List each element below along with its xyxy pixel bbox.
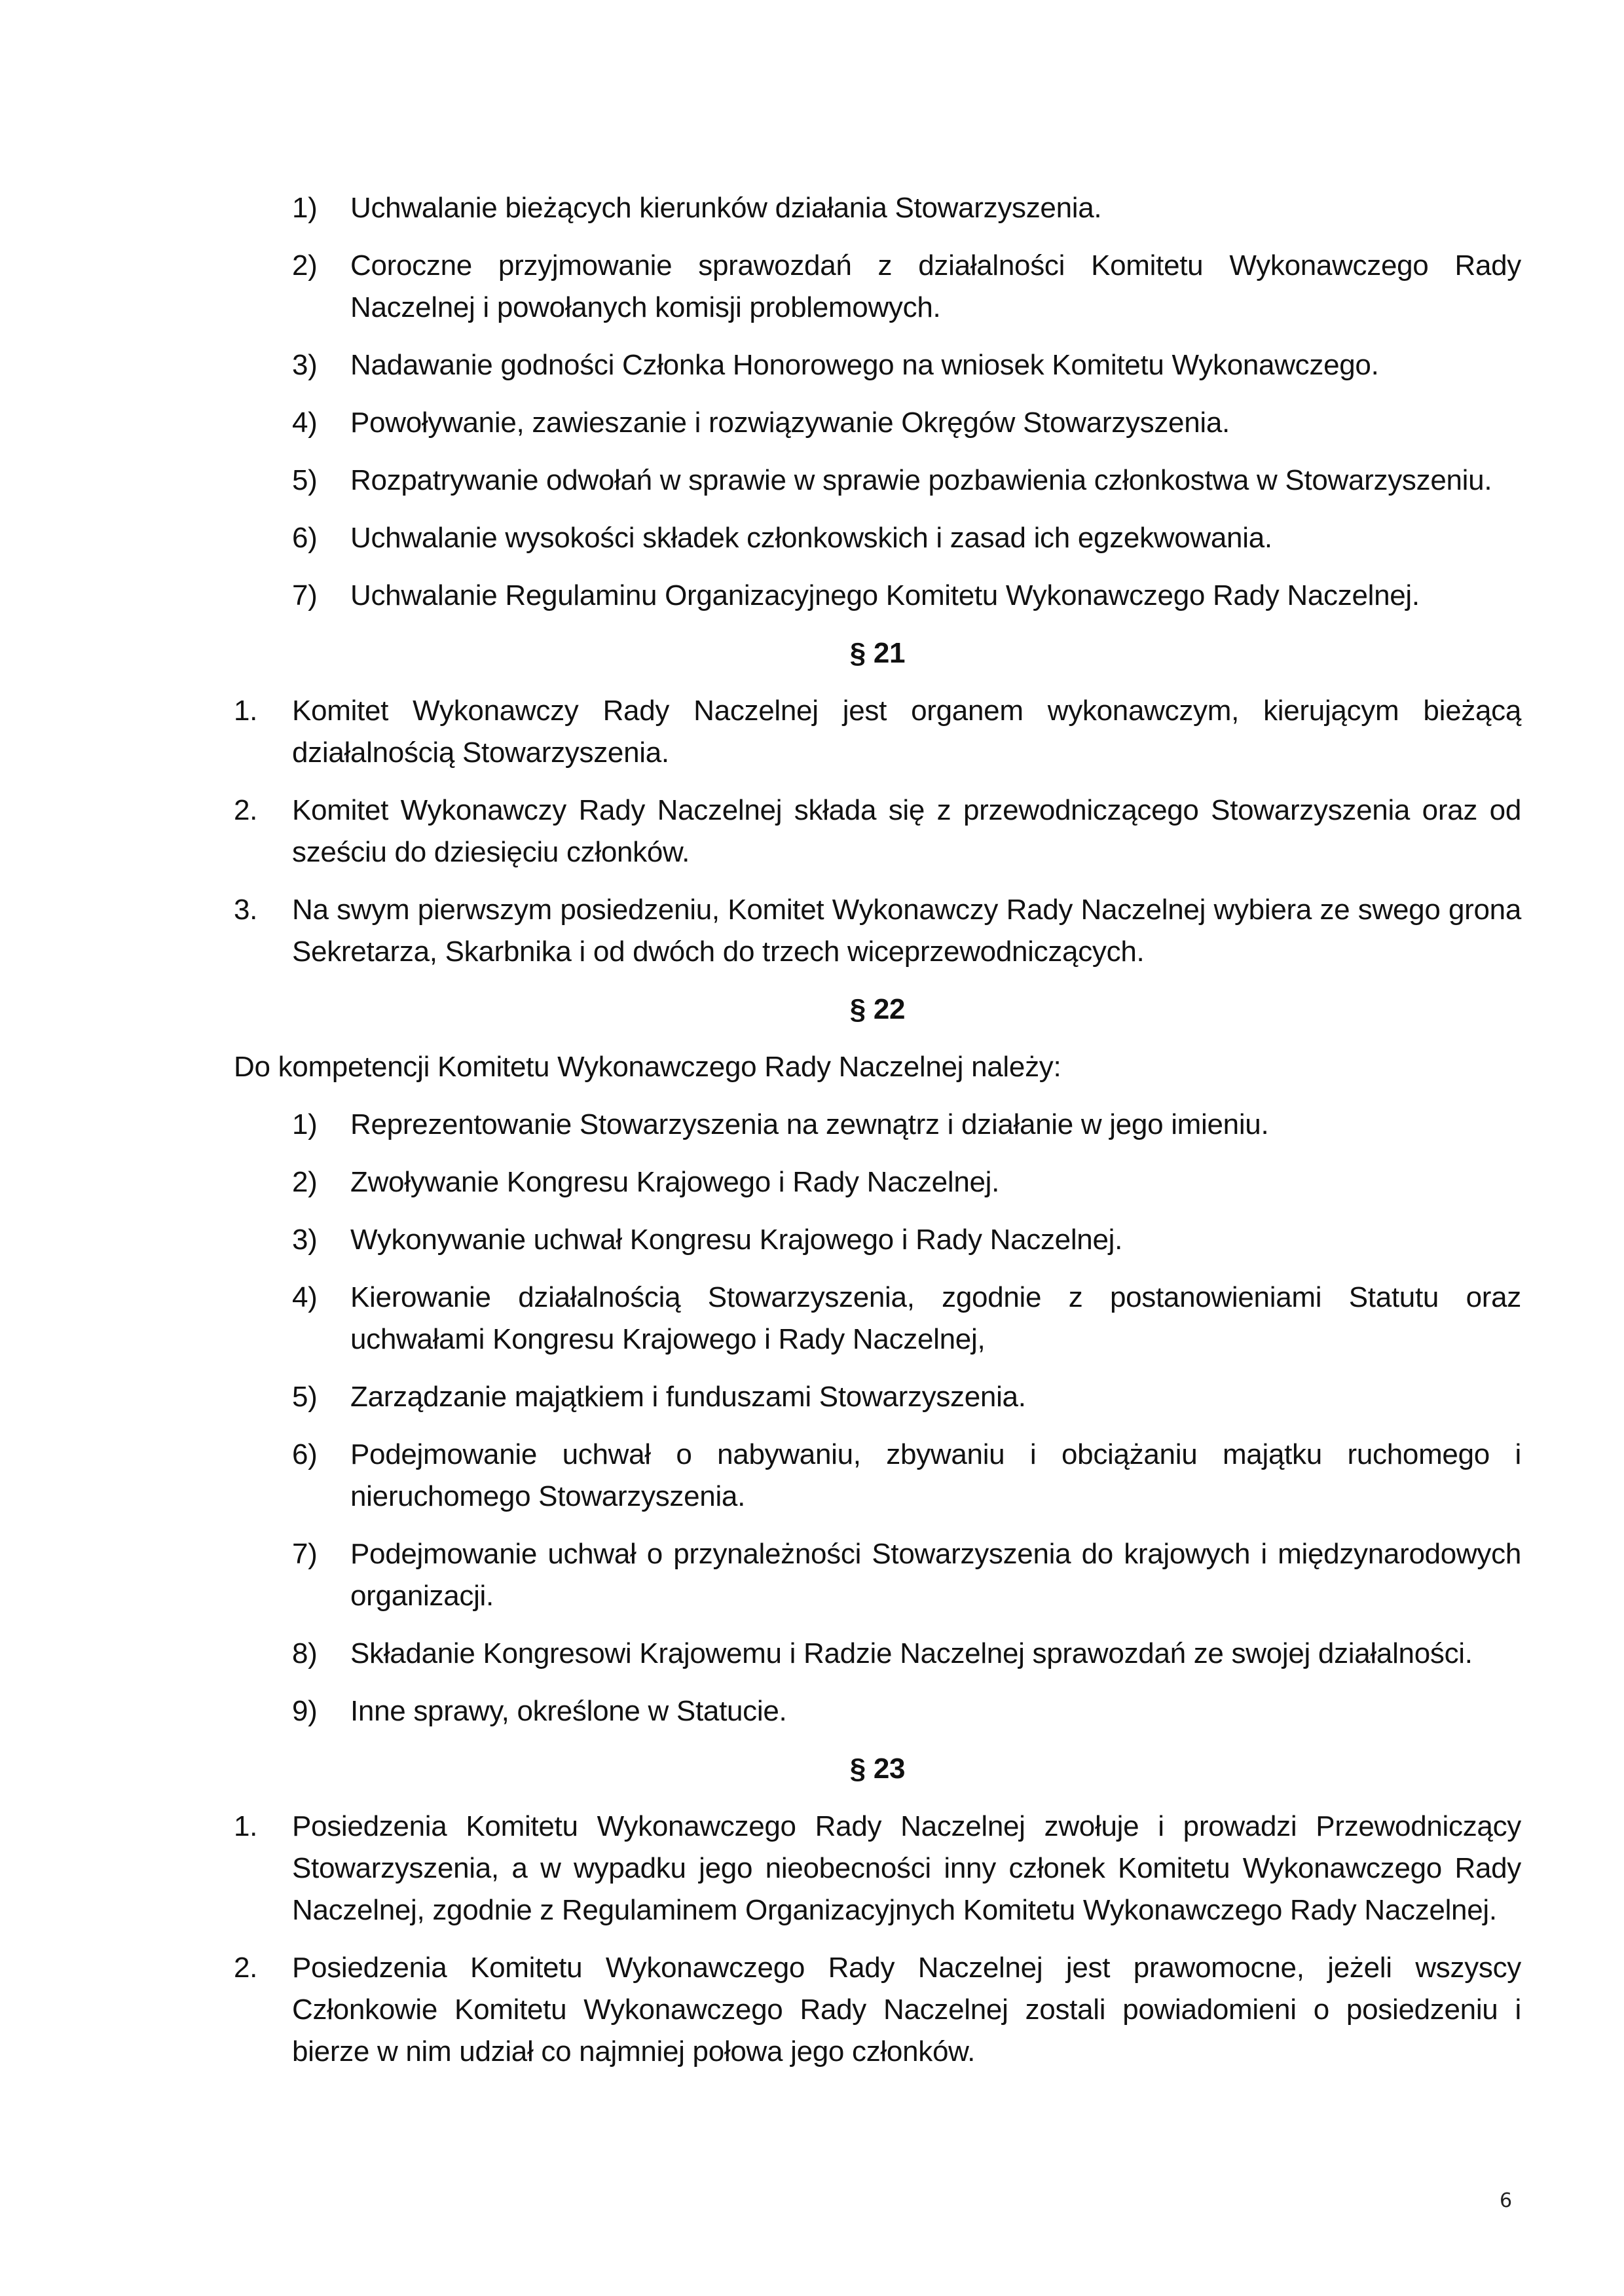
item-number: 9) — [292, 1695, 318, 1727]
item-number: 1. — [234, 1810, 258, 1842]
item-number: 5) — [292, 1381, 318, 1413]
list-item — [234, 1434, 1521, 1518]
section-heading-23: § 23 — [849, 1753, 906, 1785]
item-number: 1) — [292, 1108, 318, 1140]
item-text: Uchwalanie wysokości składek członkowskich i zasad ich egzekwowania. — [350, 522, 1272, 554]
item-text: Podejmowanie uchwał o przynależności Stowarzyszenia do krajowych i międzynarodowych organizacji. — [350, 1538, 1521, 1612]
item-text: Nadawanie godności Członka Honorowego na wniosek Komitetu Wykonawczego. — [350, 349, 1379, 381]
item-text: Kierowanie działalnością Stowarzyszenia, zgodnie z postanowieniami Statutu oraz uchwałami Kongresu Krajowego i Rady Naczelnej, — [350, 1281, 1521, 1355]
item-number: 7) — [292, 579, 318, 611]
section-21-list — [234, 690, 1521, 973]
list-item — [234, 1277, 1521, 1360]
item-number: 4) — [292, 407, 318, 439]
list-item — [234, 344, 1521, 386]
item-text: Rozpatrywanie odwołań w sprawie w sprawie pozbawienia członkostwa w Stowarzyszeniu. — [350, 464, 1492, 496]
item-number: 3) — [292, 349, 318, 381]
item-text: Komitet Wykonawczy Rady Naczelnej jest organem wykonawczym, kierującym bieżącą działalnością Stowarzyszenia. — [292, 695, 1521, 769]
item-number: 3. — [234, 894, 258, 926]
section-22-list — [234, 1104, 1521, 1732]
item-number: 7) — [292, 1538, 318, 1570]
item-number: 1) — [292, 192, 318, 224]
item-number: 2) — [292, 249, 318, 282]
item-text: Na swym pierwszym posiedzeniu, Komitet Wykonawczy Rady Naczelnej wybiera ze swego grona Sekretarza, Skarbnika i od dwóch do trzech wiceprzewodniczących. — [292, 894, 1521, 968]
item-number: 2. — [234, 794, 258, 826]
section-heading-22: § 22 — [849, 993, 906, 1025]
section-22-intro: Do kompetencji Komitetu Wykonawczego Rady Naczelnej należy: — [234, 1051, 1061, 1083]
list-item — [234, 187, 1521, 229]
item-text: Uchwalanie bieżących kierunków działania Stowarzyszenia. — [350, 192, 1102, 224]
list-item — [234, 690, 1521, 774]
list-item — [234, 245, 1521, 329]
item-number: 2. — [234, 1952, 258, 1984]
item-number: 6) — [292, 1438, 318, 1470]
item-text: Posiedzenia Komitetu Wykonawczego Rady Naczelnej jest prawomocne, jeżeli wszyscy Członkowie Komitetu Wykonawczego Rady Naczelnej zostali powiadomieni o posiedzeniu i bierze w nim udział co najmniej połowa jego członków. — [292, 1952, 1521, 2068]
item-text: Składanie Kongresowi Krajowemu i Radzie Naczelnej sprawozdań ze swojej działalności. — [350, 1637, 1473, 1669]
item-text: Powoływanie, zawieszanie i rozwiązywanie Okręgów Stowarzyszenia. — [350, 407, 1230, 439]
item-text: Coroczne przyjmowanie sprawozdań z działalności Komitetu Wykonawczego Rady Naczelnej i powołanych komisji problemowych. — [350, 249, 1521, 323]
item-text: Posiedzenia Komitetu Wykonawczego Rady Naczelnej zwołuje i prowadzi Przewodniczący Stowarzyszenia, a w wypadku jego nieobecności inny członek Komitetu Wykonawczego Rady Naczelnej, zgodnie z Regulaminem Organizacyjnych Komitetu Wykonawczego Rady Naczelnej. — [292, 1810, 1521, 1926]
item-text: Zwoływanie Kongresu Krajowego i Rady Naczelnej. — [350, 1166, 1000, 1198]
item-text: Podejmowanie uchwał o nabywaniu, zbywaniu i obciążaniu majątku ruchomego i nieruchomego Stowarzyszenia. — [350, 1438, 1521, 1512]
list-item — [234, 575, 1521, 617]
section-heading-21: § 21 — [849, 637, 906, 669]
item-number: 6) — [292, 522, 318, 554]
list-item — [234, 1806, 1521, 1931]
item-text: Zarządzanie majątkiem i funduszami Stowarzyszenia. — [350, 1381, 1026, 1413]
item-number: 8) — [292, 1637, 318, 1669]
list-item — [234, 1219, 1521, 1261]
item-number: 5) — [292, 464, 318, 496]
item-text: Komitet Wykonawczy Rady Naczelnej składa się z przewodniczącego Stowarzyszenia oraz od sześciu do dziesięciu członków. — [292, 794, 1521, 868]
list-item — [234, 790, 1521, 873]
list-item — [234, 1161, 1521, 1203]
list-item — [234, 1633, 1521, 1675]
item-number: 4) — [292, 1281, 318, 1313]
list-item — [234, 460, 1521, 501]
list-item — [234, 517, 1521, 559]
list-item — [234, 1947, 1521, 2073]
list-a — [234, 187, 1521, 617]
list-item — [234, 1104, 1521, 1146]
list-item — [234, 402, 1521, 444]
item-number: 2) — [292, 1166, 318, 1198]
page-number: 6 — [1500, 2189, 1513, 2212]
item-number: 3) — [292, 1224, 318, 1256]
item-text: Reprezentowanie Stowarzyszenia na zewnątrz i działanie w jego imieniu. — [350, 1108, 1269, 1140]
page-content — [234, 187, 1521, 2088]
item-text: Wykonywanie uchwał Kongresu Krajowego i Rady Naczelnej. — [350, 1224, 1123, 1256]
list-item — [234, 1533, 1521, 1617]
list-item — [234, 889, 1521, 973]
item-number: 1. — [234, 695, 258, 727]
section-23-list — [234, 1806, 1521, 2073]
item-text: Uchwalanie Regulaminu Organizacyjnego Komitetu Wykonawczego Rady Naczelnej. — [350, 579, 1420, 611]
item-text: Inne sprawy, określone w Statucie. — [350, 1695, 787, 1727]
list-item — [234, 1376, 1521, 1418]
list-item — [234, 1690, 1521, 1732]
